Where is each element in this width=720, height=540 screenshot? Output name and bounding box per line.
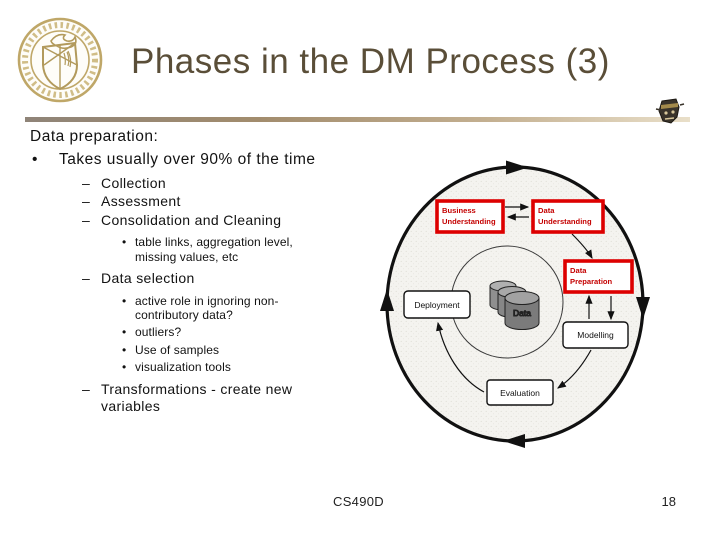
list-item	[82, 212, 375, 230]
list-item-text: Collection	[101, 174, 166, 191]
list-item	[82, 193, 375, 211]
bullet-marker: •	[122, 235, 127, 250]
data-store-label: Data	[513, 308, 531, 318]
dash-marker: –	[82, 174, 91, 191]
mascot-head-icon	[653, 95, 685, 129]
list-item-text: Consolidation and Cleaning	[101, 211, 282, 228]
crisp-dm-cycle-diagram	[375, 148, 720, 460]
bullet-marker: •	[32, 151, 38, 168]
phase-box-modelling	[563, 322, 628, 348]
footer-course-code: CS490D	[333, 494, 384, 509]
content-heading: Data preparation:	[30, 128, 159, 145]
list-item	[122, 294, 375, 323]
list-item-text: active role in ignoring non-contributory data?	[135, 293, 279, 323]
bullet-marker: •	[122, 325, 127, 340]
list-item	[82, 270, 375, 288]
phase-box-data-understanding	[533, 201, 603, 232]
phase-label-line: Preparation	[570, 277, 613, 286]
dash-marker: –	[82, 270, 91, 287]
list-item-text: Takes usually over 90% of the time	[59, 151, 316, 168]
bullet-marker: •	[122, 293, 127, 308]
phase-box-data-preparation	[565, 261, 632, 292]
phase-label: Evaluation	[500, 388, 540, 398]
slide-title: Phases in the DM Process (3)	[131, 42, 610, 81]
title-divider-rule	[25, 117, 690, 122]
list-item	[82, 381, 375, 416]
list-item-text: outliers?	[135, 325, 182, 340]
dash-marker: –	[82, 211, 91, 228]
phase-label-line: Data	[570, 266, 587, 275]
list-item-text: Use of samples	[135, 342, 220, 357]
list-item-text: table links, aggregation level, missing values, etc	[135, 235, 293, 264]
list-item-text: visualization tools	[135, 360, 231, 375]
list-item-text: Transformations - create new variables	[101, 380, 293, 415]
phase-label-line: Business	[442, 206, 476, 215]
list-item	[122, 360, 375, 374]
seal-icon	[13, 7, 107, 109]
list-item	[122, 325, 375, 339]
phase-label: Deployment	[414, 300, 460, 310]
dash-marker: –	[82, 193, 91, 210]
purdue-university-seal-logo	[13, 7, 107, 109]
mascot-icon	[653, 95, 685, 129]
phase-label-line: Understanding	[538, 217, 592, 226]
phase-box-deployment	[404, 291, 470, 318]
dash-marker: –	[82, 380, 91, 397]
bullet-marker: •	[122, 360, 127, 375]
phase-box-business-understanding	[437, 201, 503, 232]
footer-page-number: 18	[661, 494, 676, 509]
cylinder-front	[505, 292, 539, 330]
phase-box-evaluation	[487, 380, 553, 405]
phase-label-line: Data	[538, 206, 555, 215]
phase-label: Modelling	[577, 330, 614, 340]
list-item	[122, 343, 375, 357]
body-text-block	[30, 128, 375, 417]
phase-label-line: Understanding	[442, 217, 496, 226]
list-item-text: Assessment	[101, 193, 181, 210]
list-item	[82, 175, 375, 193]
list-item-text: Data selection	[101, 270, 195, 287]
list-item	[122, 235, 375, 264]
bullet-marker: •	[122, 342, 127, 357]
list-item	[30, 151, 375, 170]
